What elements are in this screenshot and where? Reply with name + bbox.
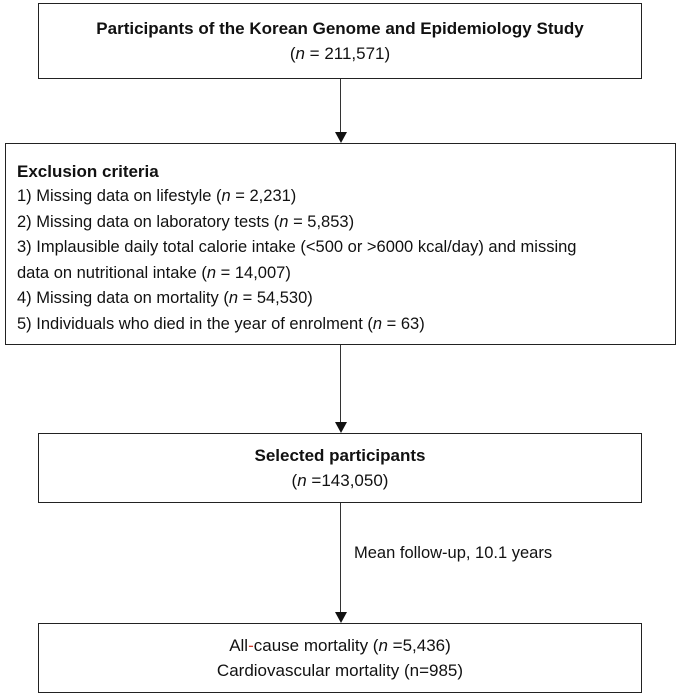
exclusion-box (5, 143, 676, 345)
exclusion-title: Exclusion criteria (17, 162, 159, 181)
participants-title: Participants of the Korean Genome and Epidemiology Study (96, 19, 584, 38)
selected-count: (n =143,050) (291, 471, 389, 490)
arrowhead-1 (335, 132, 347, 143)
arrowhead-3 (335, 612, 347, 623)
exclusion-item-2: 2) Missing data on laboratory tests (n = 5,853) (17, 212, 355, 231)
participants-box (38, 3, 642, 79)
connector-3 (340, 503, 341, 613)
exclusion-item-5: 5) Individuals who died in the year of enrolment (n = 63) (17, 314, 425, 333)
connector-1 (340, 79, 341, 132)
cardiovascular-mortality: Cardiovascular mortality (n=985) (216, 661, 464, 680)
exclusion-item-3: 3) Implausible daily total calorie intake (<500 or >6000 kcal/day) and missing (17, 238, 577, 256)
exclusion-item-3-cont: data on nutritional intake (n = 14,007) (17, 263, 291, 282)
participants-count: (n = 211,571) (289, 44, 391, 63)
followup-label: Mean follow-up, 10.1 years (354, 544, 553, 562)
all-cause-mortality: All-cause mortality (n =5,436) (229, 636, 451, 655)
selected-box (38, 433, 642, 503)
selected-title: Selected participants (254, 446, 426, 465)
arrowhead-2 (335, 422, 347, 433)
outcomes-box (38, 623, 642, 693)
connector-2 (340, 345, 341, 423)
exclusion-item-1: 1) Missing data on lifestyle (n = 2,231) (17, 187, 297, 205)
exclusion-item-4: 4) Missing data on mortality (n = 54,530) (17, 289, 313, 307)
